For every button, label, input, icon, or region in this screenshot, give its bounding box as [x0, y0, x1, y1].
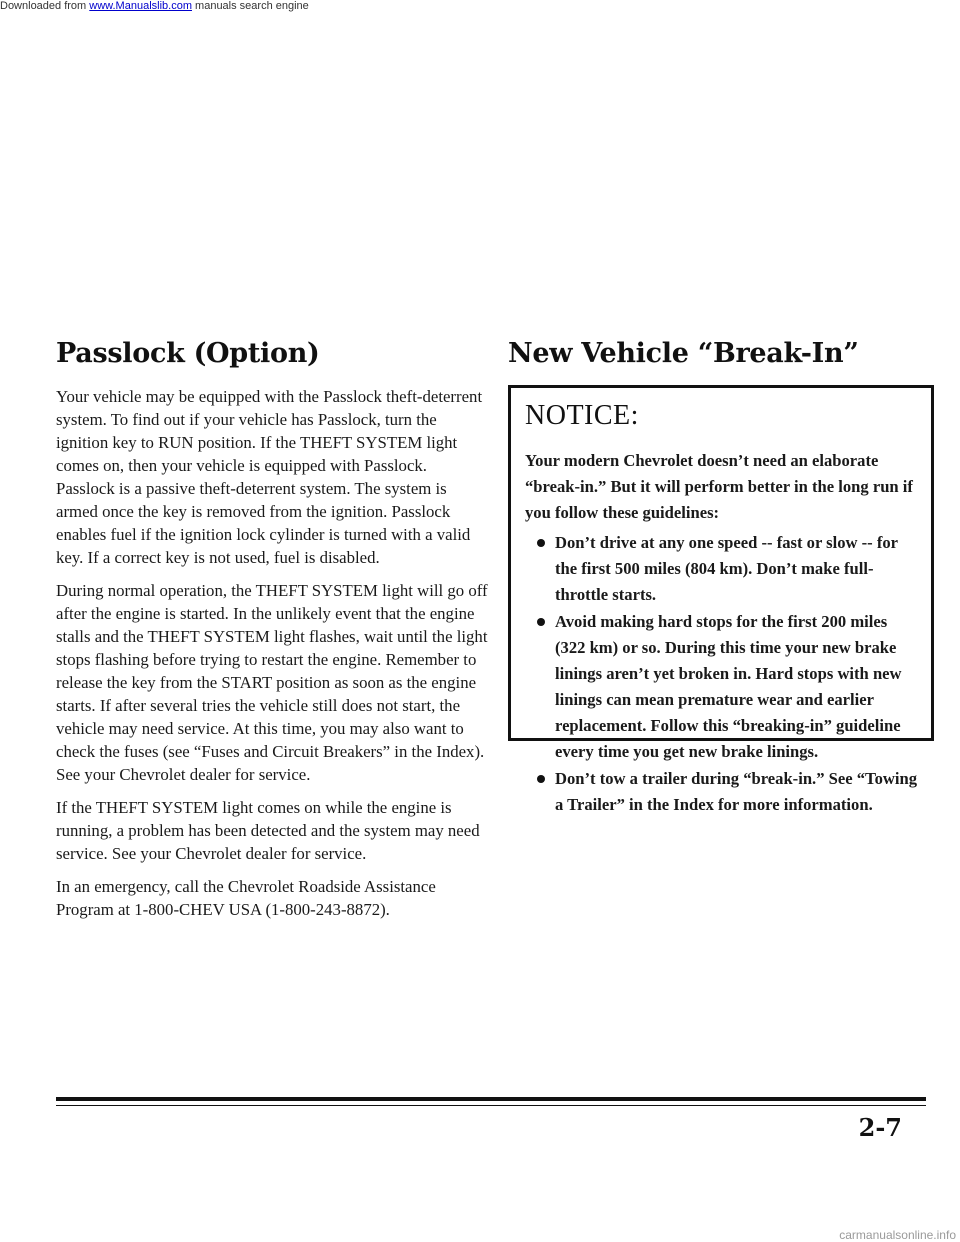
- banner-suffix: manuals search engine: [191, 0, 309, 12]
- bullet-icon: [537, 618, 545, 626]
- banner-prefix: Downloaded from: [0, 0, 90, 12]
- list-item: [525, 530, 917, 608]
- bullet-icon: [537, 539, 545, 547]
- passlock-title: Passlock (Option): [56, 338, 320, 369]
- download-banner: [0, 0, 960, 12]
- break-in-title: New Vehicle “Break-In”: [508, 338, 859, 369]
- watermark: carmanualsonline.info: [839, 1228, 956, 1242]
- notice-list: [525, 530, 917, 818]
- list-item-text: Don’t drive at any one speed -- fast or slow -- for the first 500 miles (804 km). Don’t make full-throttle starts.: [555, 533, 898, 604]
- passlock-paragraph-3: If the THEFT SYSTEM light comes on while the engine is running, a problem has been detected and the system may need service. See your Chevrolet dealer for service.: [56, 798, 480, 863]
- footer-rule-thin: [56, 1105, 926, 1106]
- notice-box: [508, 385, 934, 814]
- notice-intro: Your modern Chevrolet doesn’t need an elaborate “break-in.” But it will perform better in the long run if you follow these guidelines:: [525, 451, 913, 522]
- list-item: [525, 766, 917, 818]
- list-item: [525, 609, 917, 765]
- passlock-paragraph-1: Your vehicle may be equipped with the Passlock theft-deterrent system. To find out if your vehicle has Passlock, turn the ignition key to RUN position. If the THEFT SYSTEM light comes on, then your vehicle is equipped with Passlock. Passlock is a passive theft-deterrent system. The system is armed once the key is removed from the ignition. Passlock enables fuel if the ignition lock cylinder is turned with a valid key. If a correct key is not used, fuel is disabled.: [56, 387, 483, 567]
- list-item-text: Avoid making hard stops for the first 200 miles (322 km) or so. During this time your new brake linings aren’t yet broken in. Hard stops with new linings can mean premature wear and earlier replacement. Follow this “breaking-in” guideline every time you get new brake linings.: [555, 612, 902, 761]
- passlock-section: [56, 338, 488, 931]
- bullet-icon: [537, 775, 545, 783]
- passlock-paragraph-2: During normal operation, the THEFT SYSTEM light will go off after the engine is started. In the unlikely event that the engine stalls and the THEFT SYSTEM light flashes, wait until the light stops flashing before trying to restart the engine. Remember to release the key from the START position as soon as the engine starts. If after several tries the vehicle still does not start, the vehicle may need service. At this time, you may also want to check the fuses (see “Fuses and Circuit Breakers” in the Index). See your Chevrolet dealer for service.: [56, 581, 488, 784]
- page-number: 2-7: [858, 1113, 902, 1142]
- passlock-paragraph-4: In an emergency, call the Chevrolet Roadside Assistance Program at 1-800-CHEV USA (1-800-243-8872).: [56, 877, 436, 919]
- notice-heading: NOTICE:: [525, 400, 639, 431]
- list-item-text: Don’t tow a trailer during “break-in.” See “Towing a Trailer” in the Index for more information.: [555, 769, 918, 814]
- break-in-section: [508, 338, 946, 814]
- manualslib-link[interactable]: www.Manualslib.com: [89, 0, 192, 12]
- footer-rule: [56, 1097, 926, 1101]
